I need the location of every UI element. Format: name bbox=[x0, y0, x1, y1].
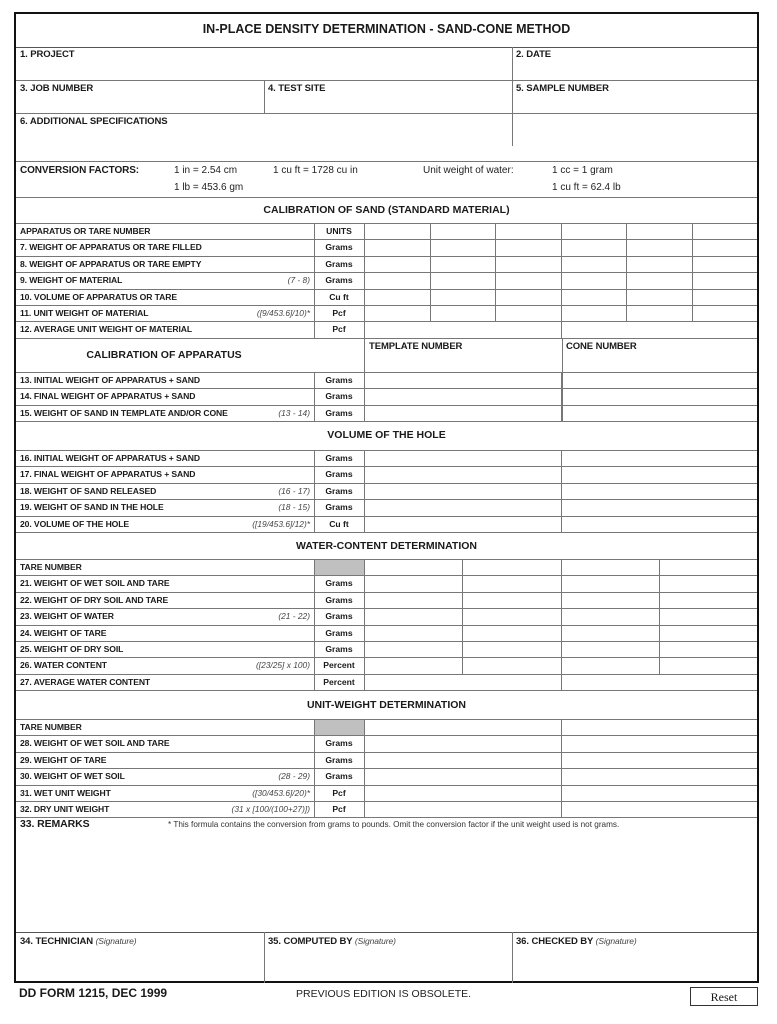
divider bbox=[314, 719, 315, 735]
divider bbox=[16, 47, 757, 48]
data-cell-input[interactable] bbox=[365, 802, 560, 816]
data-cell-input[interactable] bbox=[562, 500, 757, 514]
row-label: 23. WEIGHT OF WATER bbox=[20, 611, 114, 622]
data-cell-input[interactable] bbox=[627, 224, 691, 238]
data-cell-input[interactable] bbox=[562, 626, 658, 640]
data-cell-input[interactable] bbox=[365, 290, 429, 304]
data-cell-input[interactable] bbox=[365, 306, 429, 320]
row-label: 18. WEIGHT OF SAND RELEASED bbox=[20, 485, 157, 496]
data-cell-input[interactable] bbox=[365, 224, 429, 238]
divider bbox=[314, 641, 315, 657]
conversion-cc-gram: 1 cc = 1 gram bbox=[552, 165, 613, 176]
divider bbox=[314, 405, 315, 421]
row-unit: UNITS bbox=[326, 226, 352, 236]
row-unit: Pcf bbox=[332, 787, 346, 798]
job-number-label: 3. JOB NUMBER bbox=[20, 83, 94, 94]
data-cell-input[interactable] bbox=[431, 224, 495, 238]
row-label: 24. WEIGHT OF TARE bbox=[20, 627, 107, 638]
row-label: 28. WEIGHT OF WET SOIL AND TARE bbox=[20, 738, 170, 749]
obsolete-note: PREVIOUS EDITION IS OBSOLETE. bbox=[296, 988, 472, 1000]
row-label: 31. WET UNIT WEIGHT bbox=[20, 787, 111, 798]
data-cell-input[interactable] bbox=[365, 626, 461, 640]
divider bbox=[314, 674, 315, 690]
data-cell-input[interactable] bbox=[463, 609, 559, 623]
calibration-apparatus-heading: CALIBRATION OF APPARATUS bbox=[86, 349, 242, 361]
data-cell-input[interactable] bbox=[562, 306, 626, 320]
data-cell-input[interactable] bbox=[660, 642, 756, 656]
data-cell-input[interactable] bbox=[365, 593, 461, 607]
divider bbox=[314, 289, 315, 305]
data-cell-input[interactable] bbox=[562, 658, 658, 672]
data-cell-input[interactable] bbox=[693, 273, 757, 287]
row-label: 25. WEIGHT OF DRY SOIL bbox=[20, 644, 124, 654]
data-cell-input[interactable] bbox=[627, 306, 691, 320]
row-unit: Percent bbox=[323, 676, 355, 687]
data-cell-input[interactable] bbox=[562, 720, 757, 734]
data-cell-input[interactable] bbox=[693, 257, 757, 271]
divider bbox=[16, 690, 757, 691]
row-label: 9. WEIGHT OF MATERIAL bbox=[20, 275, 123, 286]
data-cell-input[interactable] bbox=[496, 306, 560, 320]
row-unit: Grams bbox=[325, 771, 353, 782]
divider bbox=[314, 657, 315, 673]
data-cell-input[interactable] bbox=[660, 658, 756, 672]
divider bbox=[314, 321, 315, 337]
divider bbox=[314, 801, 315, 817]
data-cell-input[interactable] bbox=[562, 642, 658, 656]
divider bbox=[16, 817, 757, 818]
computed-by-signature-input[interactable] bbox=[266, 950, 510, 980]
data-cell-input[interactable] bbox=[496, 257, 560, 271]
divider bbox=[264, 80, 265, 113]
test-site-label: 4. TEST SITE bbox=[268, 83, 326, 94]
data-cell-input[interactable] bbox=[562, 240, 626, 254]
row-unit: Percent bbox=[323, 660, 355, 671]
computed-by-label: 35. COMPUTED BY (Signature) bbox=[268, 936, 396, 947]
conversion-water-label: Unit weight of water: bbox=[423, 165, 514, 176]
data-cell-input[interactable] bbox=[562, 517, 757, 531]
divider bbox=[314, 785, 315, 801]
data-cell-input[interactable] bbox=[627, 257, 691, 271]
technician-label: 34. TECHNICIAN (Signature) bbox=[20, 936, 137, 947]
data-cell-input[interactable] bbox=[562, 736, 757, 750]
data-cell-input[interactable] bbox=[562, 484, 757, 498]
data-cell-input[interactable] bbox=[562, 389, 757, 403]
row-formula: (31 x [100/(100+27)]) bbox=[231, 804, 310, 814]
data-cell-input[interactable] bbox=[365, 675, 560, 689]
data-cell-input[interactable] bbox=[365, 576, 461, 590]
row-unit: Grams bbox=[325, 594, 353, 605]
conversion-in-cm: 1 in = 2.54 cm bbox=[174, 165, 238, 176]
template-number-label: TEMPLATE NUMBER bbox=[369, 341, 463, 352]
data-cell-input[interactable] bbox=[365, 484, 560, 498]
sample-number-input[interactable] bbox=[514, 95, 754, 113]
divider bbox=[16, 80, 757, 81]
data-cell-input[interactable] bbox=[431, 306, 495, 320]
row-unit: Grams bbox=[325, 453, 353, 463]
data-cell-input[interactable] bbox=[365, 642, 461, 656]
conversion-cuft-cuin: 1 cu ft = 1728 cu in bbox=[273, 165, 358, 176]
data-cell-input[interactable] bbox=[365, 240, 429, 254]
data-cell-input[interactable] bbox=[562, 769, 757, 783]
cone-number-input[interactable] bbox=[564, 354, 754, 370]
data-cell-input[interactable] bbox=[365, 658, 461, 672]
row-label: 21. WEIGHT OF WET SOIL AND TARE bbox=[20, 578, 170, 589]
divider bbox=[314, 768, 315, 784]
form-id: DD FORM 1215, DEC 1999 bbox=[19, 986, 168, 1000]
data-cell-input[interactable] bbox=[431, 257, 495, 271]
row-unit: Grams bbox=[325, 578, 353, 589]
data-cell-input[interactable] bbox=[627, 240, 691, 254]
row-label: 26. WATER CONTENT bbox=[20, 660, 107, 671]
row-unit: Grams bbox=[325, 275, 353, 286]
data-cell-input[interactable] bbox=[365, 373, 560, 387]
data-cell-input[interactable] bbox=[693, 306, 757, 320]
divider bbox=[16, 532, 757, 533]
divider bbox=[314, 450, 315, 466]
data-cell-input[interactable] bbox=[365, 257, 429, 271]
data-cell-input[interactable] bbox=[562, 467, 757, 481]
data-cell-input[interactable] bbox=[463, 593, 559, 607]
data-cell-input[interactable] bbox=[496, 273, 560, 287]
data-cell-input[interactable] bbox=[365, 451, 560, 465]
data-cell-input[interactable] bbox=[660, 576, 756, 590]
row-unit: Grams bbox=[325, 502, 353, 513]
row-label: 10. VOLUME OF APPARATUS OR TARE bbox=[20, 291, 178, 302]
data-cell-input[interactable] bbox=[660, 560, 756, 574]
data-cell-input[interactable] bbox=[562, 802, 757, 816]
divider bbox=[314, 608, 315, 624]
row-unit: Grams bbox=[325, 627, 353, 638]
remarks-label: 33. REMARKS bbox=[20, 818, 90, 830]
row-label: 16. INITIAL WEIGHT OF APPARATUS + SAND bbox=[20, 453, 200, 463]
row-unit: Grams bbox=[325, 644, 353, 654]
row-unit: Grams bbox=[325, 611, 353, 622]
data-cell-input[interactable] bbox=[496, 290, 560, 304]
water-content-heading: WATER-CONTENT DETERMINATION bbox=[295, 540, 477, 552]
sample-number-label: 5. SAMPLE NUMBER bbox=[516, 83, 609, 94]
additional-specs-label: 6. ADDITIONAL SPECIFICATIONS bbox=[20, 116, 168, 127]
data-cell-input[interactable] bbox=[431, 240, 495, 254]
data-cell-input[interactable] bbox=[562, 560, 658, 574]
row-unit: Grams bbox=[325, 258, 353, 269]
divider bbox=[16, 197, 757, 198]
signature-hint: (Signature) bbox=[95, 936, 137, 946]
divider bbox=[314, 752, 315, 768]
data-cell-input[interactable] bbox=[660, 626, 756, 640]
date-input[interactable] bbox=[514, 61, 754, 79]
signature-hint: (Signature) bbox=[354, 936, 396, 946]
divider bbox=[314, 388, 315, 404]
divider bbox=[16, 161, 757, 162]
data-cell-input[interactable] bbox=[562, 373, 757, 387]
data-cell-input[interactable] bbox=[562, 257, 626, 271]
data-cell-input[interactable] bbox=[562, 609, 658, 623]
data-cell-input[interactable] bbox=[496, 240, 560, 254]
row-label: 30. WEIGHT OF WET SOIL bbox=[20, 771, 125, 782]
divider bbox=[16, 421, 757, 422]
test-site-input[interactable] bbox=[266, 95, 510, 113]
row-label: 12. AVERAGE UNIT WEIGHT OF MATERIAL bbox=[20, 324, 193, 335]
divider bbox=[314, 256, 315, 272]
data-cell-input[interactable] bbox=[365, 389, 560, 403]
divider bbox=[264, 932, 265, 983]
row-label: 11. UNIT WEIGHT OF MATERIAL bbox=[20, 308, 149, 318]
row-unit: Grams bbox=[325, 738, 353, 749]
data-cell-input[interactable] bbox=[562, 675, 757, 689]
divider bbox=[314, 466, 315, 482]
divider bbox=[314, 516, 315, 532]
row-unit: Grams bbox=[325, 375, 353, 385]
data-cell-input[interactable] bbox=[365, 786, 560, 800]
row-unit: Pcf bbox=[332, 324, 346, 335]
row-label: 27. AVERAGE WATER CONTENT bbox=[20, 676, 151, 687]
row-label: 20. VOLUME OF THE HOLE bbox=[20, 518, 130, 529]
data-cell-input[interactable] bbox=[562, 322, 757, 336]
data-cell-input[interactable] bbox=[496, 224, 560, 238]
row-label: 8. WEIGHT OF APPARATUS OR TARE EMPTY bbox=[20, 258, 202, 269]
row-label: 29. WEIGHT OF TARE bbox=[20, 754, 107, 765]
divider bbox=[314, 372, 315, 388]
row-label: 19. WEIGHT OF SAND IN THE HOLE bbox=[20, 502, 164, 513]
row-unit: Grams bbox=[325, 391, 353, 402]
divider bbox=[314, 483, 315, 499]
cone-number-label: CONE NUMBER bbox=[566, 341, 637, 352]
row-formula: (13 - 14) bbox=[278, 407, 310, 418]
row-label: 32. DRY UNIT WEIGHT bbox=[20, 804, 110, 814]
data-cell-input[interactable] bbox=[693, 240, 757, 254]
conversion-lb-gm: 1 lb = 453.6 gm bbox=[174, 182, 244, 193]
data-cell-input[interactable] bbox=[627, 273, 691, 287]
job-number-input[interactable] bbox=[18, 95, 262, 113]
data-cell-input[interactable] bbox=[562, 290, 626, 304]
data-cell-input[interactable] bbox=[463, 642, 559, 656]
row-unit: Grams bbox=[325, 242, 353, 253]
row-unit: Grams bbox=[325, 485, 353, 496]
divider bbox=[314, 223, 315, 239]
data-cell-input[interactable] bbox=[365, 500, 560, 514]
row-unit: Pcf bbox=[332, 804, 346, 814]
row-formula: ([23/25] x 100) bbox=[255, 660, 310, 671]
row-unit: Grams bbox=[325, 469, 353, 480]
row-formula: (16 - 17) bbox=[278, 485, 310, 496]
data-cell-input[interactable] bbox=[463, 576, 559, 590]
data-cell-input[interactable] bbox=[365, 769, 560, 783]
data-cell-input[interactable] bbox=[627, 290, 691, 304]
checked-by-label: 36. CHECKED BY (Signature) bbox=[516, 936, 637, 947]
row-unit: Pcf bbox=[332, 308, 346, 318]
data-cell-input[interactable] bbox=[562, 273, 626, 287]
remarks-input[interactable] bbox=[18, 834, 759, 934]
data-cell-input[interactable] bbox=[463, 658, 559, 672]
reset-button[interactable]: Reset bbox=[690, 987, 758, 1006]
row-formula: (28 - 29) bbox=[278, 771, 310, 782]
row-formula: (18 - 15) bbox=[278, 502, 310, 513]
divider bbox=[512, 932, 513, 983]
row-unit: Cu ft bbox=[329, 518, 349, 529]
density-form bbox=[14, 12, 759, 983]
data-cell-input[interactable] bbox=[365, 720, 560, 734]
row-formula: ([19/453.6]/12)* bbox=[252, 518, 310, 529]
row-label: 14. FINAL WEIGHT OF APPARATUS + SAND bbox=[20, 391, 196, 402]
data-cell-input[interactable] bbox=[365, 273, 429, 287]
signature-hint: (Signature) bbox=[595, 936, 637, 946]
row-label: 17. FINAL WEIGHT OF APPARATUS + SAND bbox=[20, 469, 196, 480]
row-formula: (7 - 8) bbox=[287, 275, 310, 286]
data-cell-input[interactable] bbox=[365, 406, 560, 420]
divider bbox=[314, 239, 315, 255]
additional-specs-input[interactable] bbox=[18, 129, 755, 159]
divider bbox=[16, 338, 757, 339]
data-cell-input[interactable] bbox=[365, 753, 560, 767]
data-cell-input[interactable] bbox=[365, 609, 461, 623]
divider bbox=[314, 625, 315, 641]
row-unit: Grams bbox=[325, 407, 353, 418]
divider bbox=[314, 499, 315, 515]
data-cell-input[interactable] bbox=[660, 593, 756, 607]
data-cell-input[interactable] bbox=[431, 273, 495, 287]
project-label: 1. PROJECT bbox=[20, 49, 75, 60]
row-label: TARE NUMBER bbox=[20, 722, 82, 732]
conversion-label: CONVERSION FACTORS: bbox=[20, 165, 140, 176]
row-unit: Cu ft bbox=[329, 291, 349, 302]
data-cell-input[interactable] bbox=[562, 406, 757, 420]
row-unit: Grams bbox=[325, 754, 353, 765]
date-label: 2. DATE bbox=[516, 49, 552, 60]
shaded-cell bbox=[315, 560, 364, 575]
divider bbox=[16, 113, 757, 114]
technician-signature-input[interactable] bbox=[18, 950, 262, 980]
data-cell-input[interactable] bbox=[365, 467, 560, 481]
project-input[interactable] bbox=[18, 61, 508, 79]
volume-hole-heading: VOLUME OF THE HOLE bbox=[327, 429, 446, 441]
divider bbox=[16, 932, 757, 933]
data-cell-input[interactable] bbox=[431, 290, 495, 304]
data-cell-input[interactable] bbox=[660, 609, 756, 623]
row-label: APPARATUS OR TARE NUMBER bbox=[20, 226, 151, 236]
data-cell-input[interactable] bbox=[562, 576, 658, 590]
row-label: 15. WEIGHT OF SAND IN TEMPLATE AND/OR CONE bbox=[20, 407, 228, 418]
data-cell-input[interactable] bbox=[562, 753, 757, 767]
row-label: 7. WEIGHT OF APPARATUS OR TARE FILLED bbox=[20, 242, 202, 253]
divider bbox=[314, 592, 315, 608]
row-formula: (21 - 22) bbox=[278, 611, 310, 622]
calibration-sand-heading: CALIBRATION OF SAND (STANDARD MATERIAL) bbox=[263, 204, 510, 216]
data-cell-input[interactable] bbox=[365, 322, 560, 336]
data-cell-input[interactable] bbox=[562, 451, 757, 465]
data-cell-input[interactable] bbox=[693, 290, 757, 304]
shaded-cell bbox=[315, 720, 364, 735]
data-cell-input[interactable] bbox=[562, 786, 757, 800]
divider bbox=[314, 575, 315, 591]
divider bbox=[314, 305, 315, 321]
row-formula: ([9/453.6]/10)* bbox=[256, 308, 310, 318]
divider bbox=[314, 272, 315, 288]
form-title: IN-PLACE DENSITY DETERMINATION - SAND-CONE METHOD bbox=[202, 22, 571, 36]
unit-weight-heading: UNIT-WEIGHT DETERMINATION bbox=[306, 699, 467, 711]
row-formula: ([30/453.6]/20)* bbox=[252, 787, 310, 798]
template-number-input[interactable] bbox=[366, 354, 560, 370]
conversion-cuft-lb: 1 cu ft = 62.4 lb bbox=[552, 182, 621, 193]
divider bbox=[314, 559, 315, 575]
row-label: TARE NUMBER bbox=[20, 562, 82, 572]
data-cell-input[interactable] bbox=[562, 224, 626, 238]
row-label: 13. INITIAL WEIGHT OF APPARATUS + SAND bbox=[20, 375, 200, 385]
remarks-footnote: * This formula contains the conversion from grams to pounds. Omit the conversion factor if the unit weight used is not grams. bbox=[168, 820, 620, 829]
data-cell-input[interactable] bbox=[365, 560, 461, 574]
row-label: 22. WEIGHT OF DRY SOIL AND TARE bbox=[20, 594, 169, 605]
checked-by-signature-input[interactable] bbox=[514, 950, 754, 980]
data-cell-input[interactable] bbox=[562, 593, 658, 607]
data-cell-input[interactable] bbox=[463, 626, 559, 640]
data-cell-input[interactable] bbox=[463, 560, 559, 574]
data-cell-input[interactable] bbox=[693, 224, 757, 238]
divider bbox=[314, 735, 315, 751]
data-cell-input[interactable] bbox=[365, 736, 560, 750]
data-cell-input[interactable] bbox=[365, 517, 560, 531]
